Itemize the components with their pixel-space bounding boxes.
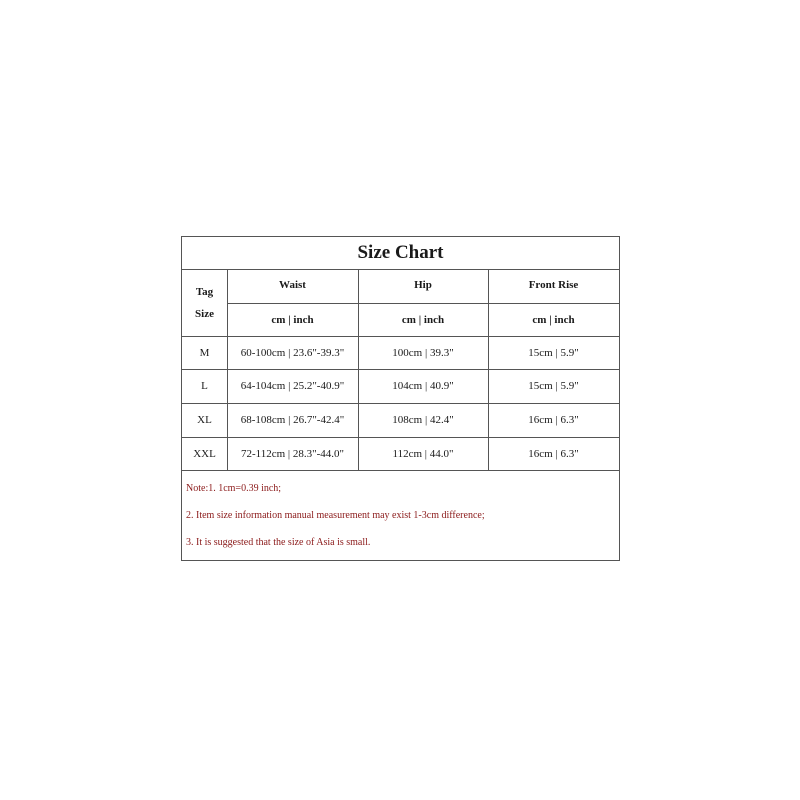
size-label: Size — [195, 308, 214, 320]
waist-cell: 60-100cm | 23.6"-39.3" — [240, 346, 345, 359]
front-rise-cell: 15cm | 5.9" — [528, 380, 579, 392]
grid-line — [358, 270, 359, 470]
front-rise-cell: 16cm | 6.3" — [528, 414, 579, 426]
hip-header: Hip — [414, 279, 432, 291]
front-rise-cell: 16cm | 6.3" — [528, 447, 579, 460]
hip-cell: 104cm | 40.9" — [392, 380, 454, 392]
hip-cell: 100cm | 39.3" — [392, 346, 454, 359]
size-cell: XL — [197, 414, 212, 426]
hip-cell: 108cm | 42.4" — [392, 414, 454, 426]
front-rise-unit: cm | inch — [532, 313, 575, 326]
chart-title: Size Chart — [182, 237, 619, 270]
grid-line — [227, 303, 619, 304]
waist-unit: cm | inch — [271, 313, 314, 326]
size-cell: XXL — [193, 447, 216, 460]
note-2: 2. Item size information manual measurement may exist 1-3cm difference; — [186, 510, 485, 521]
front-rise-cell: 15cm | 5.9" — [528, 346, 579, 359]
grid-line — [227, 270, 228, 470]
size-cell: M — [199, 346, 210, 359]
grid-line — [488, 270, 489, 470]
note-3: 3. It is suggested that the size of Asia is small. — [186, 537, 371, 548]
note-1: Note:1. 1cm=0.39 inch; — [186, 483, 282, 494]
waist-cell: 72-112cm | 28.3"-44.0" — [240, 447, 345, 460]
front-rise-header: Front Rise — [528, 279, 579, 291]
waist-header: Waist — [279, 279, 306, 291]
grid-line — [182, 437, 619, 438]
hip-unit: cm | inch — [401, 313, 445, 326]
tag-label: Tag — [195, 286, 214, 298]
size-chart-table — [181, 236, 620, 561]
grid-line — [182, 403, 619, 404]
tag-size-header — [182, 270, 227, 336]
grid-line — [182, 369, 619, 370]
waist-cell: 68-108cm | 26.7"-42.4" — [240, 414, 345, 426]
grid-line — [182, 336, 619, 337]
grid-line — [182, 470, 619, 471]
waist-cell: 64-104cm | 25.2"-40.9" — [240, 380, 345, 392]
hip-cell: 112cm | 44.0" — [392, 447, 454, 460]
size-cell: L — [201, 380, 208, 392]
